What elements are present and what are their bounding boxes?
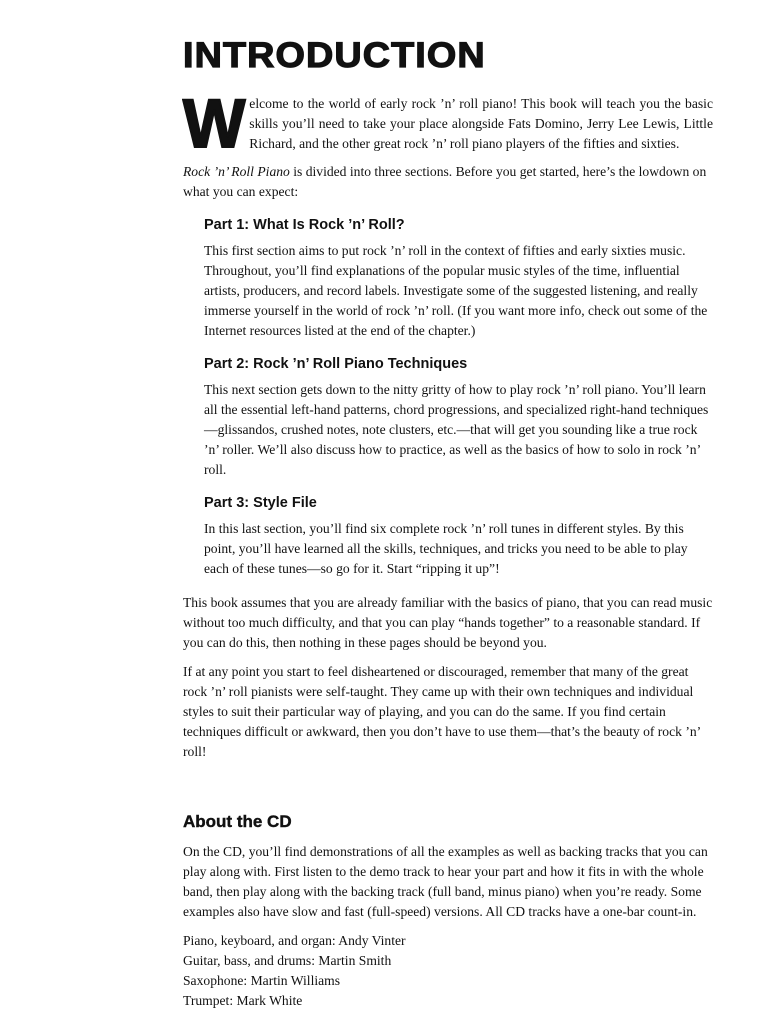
intro-text: elcome to the world of early rock ’n’ roll piano! This book will teach you the basic skills you’ll need to take your place alongside Fats Domino, Jerry Lee Lewis, Little Richard, and the other great rock ’n’ roll piano players of the fifties and sixties. [249, 96, 713, 151]
credit-item: Saxophone: Martin Williams [183, 973, 341, 988]
credit-item: Guitar, bass, and drums: Martin Smith [183, 953, 392, 968]
about-cd-text: On the CD, you’ll find demonstrations of all the examples as well as backing tracks that you can play along with. First listen to the demo track to hear your part and how it fits in with the whole band, then play along with the backing track (full band, minus piano) when you’re ready. Some examples also have slow and fast (full-speed) versions. All CD tracks have a one-bar count-in. [183, 844, 708, 919]
credit-item: Trumpet: Mark White [183, 993, 303, 1008]
intro-paragraph [183, 84, 713, 162]
page-title: INTRODUCTION [183, 36, 486, 75]
part-2-text: This next section gets down to the nitty gritty of how to play rock ’n’ roll piano. You’ll learn all the essential left-hand patterns, chord progressions, and specialized right-hand techniques—glissandos, crushed notes, note clusters, etc.—that will get you sounding like a true rock ’n’ roller. We’ll also discuss how to practice, as well as the basics of how to solo in rock ’n’ roll. [204, 382, 709, 477]
drop-cap: W [183, 84, 246, 162]
encouragement-paragraph: If at any point you start to feel disheartened or discouraged, remember that many of the great rock ’n’ roll pianists were self-taught. They came up with their own techniques and individual styles to suit their particular way of playing, and you can do the same. If you find certain techniques difficult or awkward, then you don’t have to use them—that’s the beauty of rock ’n’ roll! [183, 664, 701, 759]
part-3-heading: Part 3: Style File [204, 495, 317, 511]
part-1-heading: Part 1: What Is Rock ’n’ Roll? [204, 217, 405, 233]
cd-credits-list [183, 931, 713, 1011]
part-2-heading: Part 2: Rock ’n’ Roll Piano Techniques [204, 356, 468, 372]
about-cd-heading: About the CD [183, 812, 292, 831]
overview-text: is divided into three sections. Before you get started, here’s the lowdown on what you can expect: [183, 164, 707, 199]
assumptions-paragraph: This book assumes that you are already familiar with the basics of piano, that you can read music without too much difficulty, and that you can play “hands together” to a reasonable standard. If you can do this, then nothing in these pages should be beyond you. [183, 595, 713, 650]
part-1-text: This first section aims to put rock ’n’ roll in the context of fifties and early sixties music. Throughout, you’ll find explanations of the popular music styles of the time, influential artists, producers, and record labels. Investigate some of the suggested listening, and really immerse yourself in the world of rock ’n’ roll. (If you want more info, check out some of the Internet resources listed at the end of the chapter.) [204, 243, 708, 338]
overview-paragraph [183, 162, 713, 202]
book-title: Rock ’n’ Roll Piano [183, 164, 290, 179]
page-content [183, 36, 713, 1011]
part-3-text: In this last section, you’ll find six complete rock ’n’ roll tunes in different styles. By this point, you’ll have learned all the skills, techniques, and tricks you need to be able to play each of these tunes—so go for it. Start “ripping it up”! [204, 521, 688, 576]
credit-item: Piano, keyboard, and organ: Andy Vinter [183, 933, 406, 948]
